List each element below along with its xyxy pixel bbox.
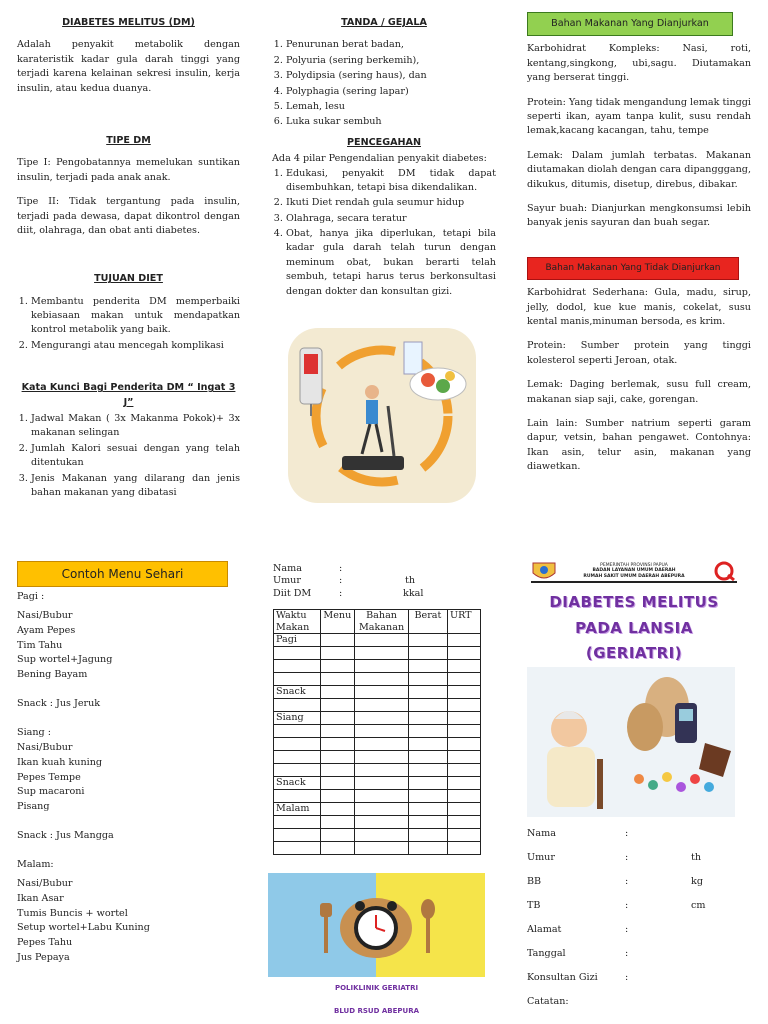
list-item: Tumis Buncis + wortel xyxy=(17,907,128,919)
list-item: Tim Tahu xyxy=(17,639,63,651)
footer-poliklinik: POLIKLINIK GERIATRI xyxy=(334,984,419,992)
list-item: 1. Jadwal Makan ( 3x Makanma Pokok)+ 3x makanan selingan xyxy=(31,412,240,441)
province-logo-icon xyxy=(531,561,557,581)
kunci-title: Kata Kunci Bagi Penderita DM “ Ingat 3 J” xyxy=(21,382,236,408)
table-row[interactable]: Siang xyxy=(274,712,481,725)
food-log-panel xyxy=(273,563,493,855)
table-row[interactable]: Pagi xyxy=(274,634,481,647)
form-tanggal: Tanggal : xyxy=(527,948,629,959)
kunci-list xyxy=(17,412,240,500)
table-row[interactable] xyxy=(274,829,481,842)
tanda-list xyxy=(272,38,496,129)
list-item: Ikan Asar xyxy=(17,892,64,904)
anjur-protein: Protein: Yang tidak mengandung lemak tinggi seperti ikan, ayam tanpa kulit, susu rendah lemak,kacang kacangan, tahu, tempe xyxy=(527,96,751,137)
runner-icon xyxy=(365,385,379,399)
cover-title-line-2: PADA LANSIA xyxy=(575,618,693,637)
table-row[interactable] xyxy=(274,725,481,738)
water-glass-icon xyxy=(404,342,422,374)
dm-title: DIABETES MELITUS (DM) xyxy=(62,17,195,28)
table-row[interactable] xyxy=(274,699,481,712)
tujuan-title: TUJUAN DIET xyxy=(94,273,163,285)
table-row[interactable] xyxy=(274,764,481,777)
list-item: Ayam Pepes xyxy=(17,624,76,636)
table-row[interactable] xyxy=(274,842,481,855)
list-item: 1. Edukasi, penyakit DM tidak dapat disembuhkan, tetapi bisa dikendalikan. xyxy=(286,167,496,196)
tidak-protein: Protein: Sumber protein yang tinggi kolesterol seperti Jeroan, otak. xyxy=(527,340,751,366)
meal-time-illustration xyxy=(268,873,485,977)
table-row[interactable] xyxy=(274,790,481,803)
list-item: 5. Lemah, lesu xyxy=(286,100,496,114)
table-row[interactable] xyxy=(274,660,481,673)
anjur-sayur: Sayur buah: Dianjurkan mengkonsumsi lebih banyak jenis sayuran dan buah segar. xyxy=(527,202,751,229)
menu-siang-label: Siang : xyxy=(17,727,51,739)
tidak-dianjurkan-title: Bahan Makanan Yang Tidak Dianjurkan xyxy=(527,257,739,281)
log-nama-row: Nama : xyxy=(273,563,343,574)
tidak-lain: Lain lain: Sumber natrium seperti garam dapur, vetsin, bahan pengawet. Contohnya: Ikan asin, telur asin, makanan yang diawetkan. xyxy=(527,417,751,473)
letterhead-line-3: RUMAH SAKIT UMUM DAERAH ABEPURA xyxy=(583,573,685,579)
form-catatan: Catatan: xyxy=(527,996,569,1007)
list-item: 1. Penurunan berat badan, xyxy=(286,38,496,52)
list-item: 4. Obat, hanya jika diperlukan, tetapi bila kadar gula darah telah turun dengan meminum obat, bukan berarti telah sembuh, tetapi harus terus berkonsultasi dengan dokter dan konsultan gizi. xyxy=(286,227,496,299)
treadmill-icon xyxy=(342,456,404,470)
dianjurkan-title: Bahan Makanan Yang Dianjurkan xyxy=(527,12,733,36)
tidak-karbo: Karbohidrat Sederhana: Gula, madu, sirup, jelly, dodol, kue kue manis, cokelat, susu kental manis,minuman bersoda, es krim. xyxy=(527,287,751,327)
cover-title xyxy=(527,590,741,667)
cegah-intro: Ada 4 pilar Pengendalian penyakit diabetes: xyxy=(272,153,487,165)
table-row[interactable] xyxy=(274,738,481,751)
footer-credit xyxy=(268,983,485,1016)
walking-cane-icon xyxy=(597,759,603,809)
menu-title: Contoh Menu Sehari xyxy=(17,561,228,587)
list-item: 1. Membantu penderita DM memperbaiki kebiasaan makan untuk mendapatkan kontrol metabolik yang baik. xyxy=(31,295,240,338)
tujuan-list xyxy=(17,295,240,354)
menu-snack-1: Snack : Jus Jeruk xyxy=(17,698,101,710)
food-log-table xyxy=(273,609,481,855)
hospital-logo-icon xyxy=(711,561,737,581)
lifestyle-svg xyxy=(288,328,476,503)
list-item: 3. Jenis Makanan yang dilarang dan jenis bahan makanan yang dibatasi xyxy=(31,472,240,501)
list-item: 6. Luka sukar sembuh xyxy=(286,115,496,129)
list-item: 3. Polydipsia (sering haus), dan xyxy=(286,69,496,83)
log-diit-row: Diit DM : kkal xyxy=(273,587,424,599)
patient-form xyxy=(527,827,745,1019)
table-row[interactable]: Malam xyxy=(274,803,481,816)
list-item: Pepes Tempe xyxy=(17,771,81,783)
list-item: 2. Mengurangi atau mencegah komplikasi xyxy=(31,339,240,353)
tipe-title: TIPE DM xyxy=(106,134,151,146)
list-item: Sup macaroni xyxy=(17,786,85,798)
form-umur: Umur : th xyxy=(527,852,702,863)
list-item: 4. Polyphagia (sering lapar) xyxy=(286,85,496,99)
tipe-1: Tipe I: Pengobatannya memelukan suntikan insulin, terjadi pada anak anak. xyxy=(17,157,240,183)
form-bb: BB : kg xyxy=(527,876,703,887)
table-row[interactable] xyxy=(274,751,481,764)
form-tb: TB : cm xyxy=(527,900,706,911)
table-header: Waktu Makan Menu Bahan Makanan Berat URT xyxy=(274,610,481,634)
cover-illustration xyxy=(527,667,735,817)
tipe-2: Tipe II: Tidak tergantung pada insulin, terjadi pada dewasa, dapat dikontrol dengan diit, olahraga, dan obat anti diabetes. xyxy=(17,196,240,236)
footer-rsud: BLUD RSUD ABEPURA xyxy=(334,1006,419,1015)
list-item: Nasi/Bubur xyxy=(17,877,73,889)
menu-malam-label: Malam: xyxy=(17,859,54,871)
menu-snack-2: Snack : Jus Mangga xyxy=(17,830,114,842)
list-item: 2. Jumlah Kalori sesuai dengan yang telah ditentukan xyxy=(31,442,240,471)
list-item: Jus Pepaya xyxy=(17,952,70,964)
cover-title-line-3: (GERIATRI) xyxy=(585,644,683,662)
log-umur-row: Umur : th xyxy=(273,575,416,587)
dm-description: Adalah penyakit metabolik dengan karateristik kadar gula darah tinggi yang terjadi karena kelainan sekresi insulin, kerja insulin, atau kedua duanya. xyxy=(17,39,240,94)
column-right-top xyxy=(527,12,751,484)
list-item: 2. Ikuti Diet rendah gula seumur hidup xyxy=(286,196,496,210)
list-item: Pepes Tahu xyxy=(17,937,73,949)
anjur-lemak: Lemak: Dalam jumlah terbatas. Makanan diutamakan diolah dengan cara dipangggang, dikukus, ditumis, disetup, direbus, dibakar. xyxy=(527,149,751,190)
tidak-lemak: Lemak: Daging berlemak, susu full cream, makanan siap saji, cake, gorengan. xyxy=(527,379,751,405)
column-left-top xyxy=(17,16,240,508)
list-item: Ikan kuah kuning xyxy=(17,756,103,768)
form-alamat: Alamat : xyxy=(527,924,629,935)
column-middle-top xyxy=(272,16,496,307)
cegah-list xyxy=(272,167,496,300)
menu-pagi-label: Pagi : xyxy=(17,591,45,602)
list-item: Setup wortel+Labu Kuning xyxy=(17,922,150,934)
chocolate-icon xyxy=(699,743,731,777)
table-row[interactable] xyxy=(274,647,481,660)
table-row[interactable]: Snack xyxy=(274,777,481,790)
table-row[interactable] xyxy=(274,816,481,829)
letterhead-line-1: PEMERINTAH PROVINSI PAPUA xyxy=(600,562,668,568)
lifestyle-illustration xyxy=(288,328,476,503)
list-item: Nasi/Bubur xyxy=(17,741,73,753)
list-item: Bening Bayam xyxy=(17,669,88,681)
list-item: Sup wortel+Jagung xyxy=(17,654,113,666)
list-item: Nasi/Bubur xyxy=(17,609,73,621)
cover-illustration-svg xyxy=(527,667,735,817)
cegah-title: PENCEGAHAN xyxy=(347,136,421,148)
list-item: 2. Polyuria (sering berkemih), xyxy=(286,54,496,68)
cover-title-line-1: DIABETES MELITUS xyxy=(549,593,719,611)
list-item: Pisang xyxy=(17,801,50,813)
list-item: 3. Olahraga, secara teratur xyxy=(286,212,496,226)
table-row[interactable]: Snack xyxy=(274,686,481,699)
table-row[interactable] xyxy=(274,673,481,686)
meal-time-svg xyxy=(268,873,485,977)
letterhead-line-2: BADAN LAYANAN UMUM DAERAH xyxy=(592,568,676,574)
tanda-title: TANDA / GEJALA xyxy=(341,17,427,28)
candy-icon xyxy=(634,774,644,784)
cover-letterhead xyxy=(531,561,737,583)
form-konsultan: Konsultan Gizi : xyxy=(527,972,629,983)
insulin-label xyxy=(304,354,318,374)
anjur-karbo: Karbohidrat Kompleks: Nasi, roti, kentang,singkong, ubi,sagu. Diutamakan yang berserat tinggi. xyxy=(527,43,751,84)
form-nama: Nama : xyxy=(527,828,629,839)
menu-panel xyxy=(17,561,240,966)
